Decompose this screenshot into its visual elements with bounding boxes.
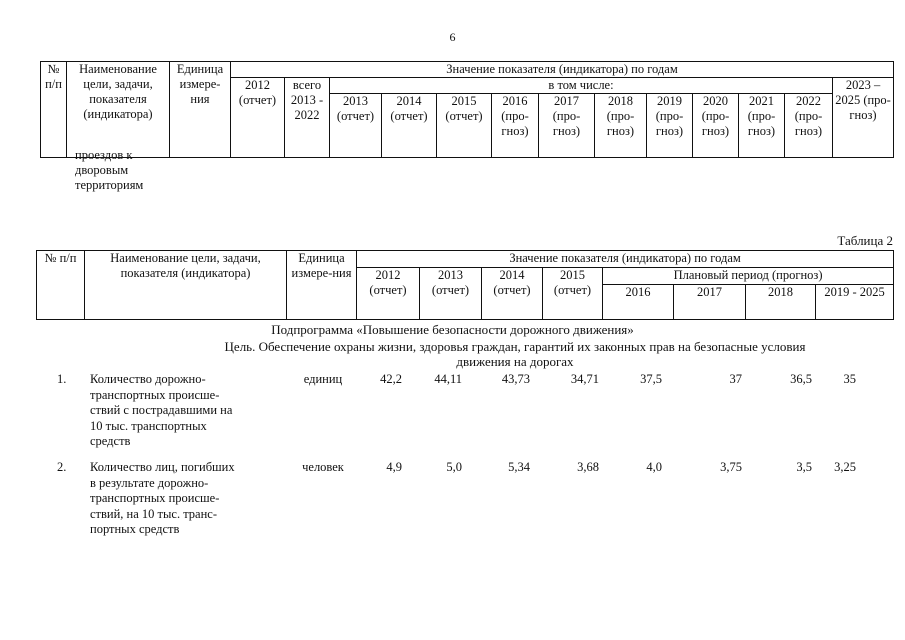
col-header-incl: в том числе: [330, 78, 833, 94]
col-header-values: Значение показателя (индикатора) по годам [231, 62, 894, 78]
table-row [0, 460, 905, 548]
t2-year-header: 2017 [674, 285, 746, 320]
row-value: 4,0 [646, 460, 662, 474]
row-name-line: Количество дорожно- [90, 372, 206, 386]
year-header: 2015 (отчет) [437, 94, 492, 158]
continuation-line: проездов к [75, 148, 133, 162]
col-header-2023: 2023 – 2025 (про-гноз) [833, 78, 894, 158]
row-name-line: ствий, на 10 тыс. транс- [90, 506, 218, 521]
page-number: 6 [449, 30, 456, 44]
row-value: 37,5 [640, 372, 662, 386]
year-header: 2016 (про-гноз) [492, 94, 539, 158]
row-value: 5,0 [446, 460, 462, 474]
t2-year-header: 2013 (отчет) [420, 268, 482, 320]
table2-header [36, 250, 894, 320]
row-value: 44,11 [434, 372, 462, 386]
t2-year-header: 2014 (отчет) [482, 268, 543, 320]
t2-header-unit: Единица измере-ния [287, 251, 357, 320]
table-row [0, 372, 905, 460]
table-label: Таблица 2 [837, 233, 893, 248]
t2-header-num: № п/п [37, 251, 85, 320]
row-value: 37 [729, 372, 742, 386]
t2-year-header: 2019 - 2025 [816, 285, 894, 320]
previous-table-header [40, 61, 894, 158]
col-header-unit: Единица измере-ния [170, 62, 231, 158]
col-header-num: № п/п [41, 62, 67, 158]
row-name-line: Количество лиц, погибших [90, 460, 235, 474]
row-value: 43,73 [501, 372, 530, 386]
t2-header-values: Значение показателя (индикатора) по годам [357, 251, 894, 268]
year-header: 2013 (отчет) [330, 94, 382, 158]
row-number: 2. [57, 460, 67, 474]
row-value: 3,25 [834, 460, 856, 474]
t2-year-header: 2015 (отчет) [543, 268, 603, 320]
year-header: 2019 (про-гноз) [647, 94, 693, 158]
row-name-line: транспортных происше- [90, 491, 220, 505]
t2-year-header: 2012 (отчет) [357, 268, 420, 320]
row-value: 3,68 [577, 460, 599, 474]
year-header: 2017 (про-гноз) [539, 94, 595, 158]
t2-year-header: 2016 [603, 285, 674, 320]
continuation-text [75, 148, 143, 193]
t2-year-header: 2018 [746, 285, 816, 320]
col-header-name: Наименование цели, задачи, показателя (индикатора) [67, 62, 170, 158]
row-name-line: ствий с пострадавшими на [90, 403, 233, 417]
row-unit: человек [302, 460, 344, 474]
row-value: 42,2 [380, 372, 402, 386]
year-header: 2021 (про-гноз) [739, 94, 785, 158]
row-value: 35 [843, 372, 856, 386]
row-value: 5,34 [508, 460, 530, 474]
year-header: 2018 (про-гноз) [595, 94, 647, 158]
t2-header-name: Наименование цели, задачи, показателя (индикатора) [85, 251, 287, 320]
goal-text [165, 339, 865, 369]
row-name-line: в результате дорожно- [90, 475, 209, 490]
row-name [90, 372, 270, 450]
goal-line: Цель. Обеспечение охраны жизни, здоровья граждан, гарантий их законных прав на безопасные условия [224, 339, 806, 354]
row-name-line: транспортных происше- [90, 387, 220, 402]
year-header: 2022 (про-гноз) [785, 94, 833, 158]
row-unit: единиц [303, 372, 343, 386]
continuation-line: территориям [75, 178, 144, 192]
row-value: 4,9 [386, 460, 402, 474]
row-value: 3,75 [720, 460, 742, 474]
col-header-total: всего 2013 - 2022 [285, 78, 330, 158]
row-name-line: 10 тыс. транспортных [90, 418, 207, 433]
col-header-2012: 2012 (отчет) [231, 78, 285, 158]
row-value: 3,5 [796, 460, 812, 474]
row-name-line: средств [90, 434, 131, 448]
year-header: 2014 (отчет) [382, 94, 437, 158]
t2-header-planned: Плановый период (прогноз) [603, 268, 894, 285]
row-value: 34,71 [570, 372, 599, 386]
row-number: 1. [57, 372, 67, 386]
goal-line: движения на дорогах [456, 354, 574, 369]
row-value: 36,5 [790, 372, 812, 386]
row-name [90, 460, 270, 538]
continuation-line: дворовым [75, 163, 129, 177]
row-name-line: портных средств [90, 522, 180, 536]
year-header: 2020 (про-гноз) [693, 94, 739, 158]
subprogram-title: Подпрограмма «Повышение безопасности дорожного движения» [271, 322, 634, 337]
